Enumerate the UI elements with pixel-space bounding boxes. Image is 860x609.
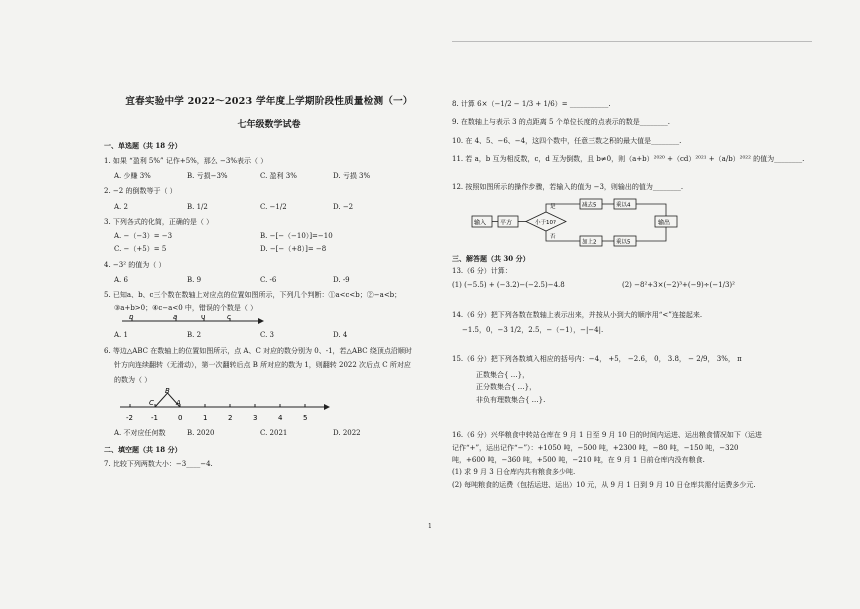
option: C. -6	[260, 276, 277, 285]
option: A. 2	[114, 202, 128, 211]
option: A. 不对应任何数	[114, 429, 166, 438]
tick-label: 4	[278, 414, 283, 423]
question-8: 8. 计算 6×（−1/2 − 1/3 + 1/6）= ___________.	[452, 100, 611, 108]
flow-decision-label: 小于10?	[535, 220, 556, 227]
option: D. −[−（+8）]= −8	[260, 245, 327, 254]
point-label-c: C	[149, 399, 154, 408]
option: B. 2	[187, 331, 202, 340]
section-heading-3: 三、解答题（共 30 分）	[452, 254, 530, 264]
scan-edge-line	[452, 41, 812, 42]
option: B. 1/2	[187, 202, 208, 211]
flow-times4-label: 乘以4	[616, 202, 631, 209]
question-6-line2: 针方向连续翻转（无滑动），第一次翻转后点 B 所对应的数为 1，则翻转 2022 次后点 C 所对应	[114, 361, 411, 370]
option: D. 2022	[333, 429, 361, 438]
flow-no-label: 否	[550, 234, 556, 241]
question-9: 9. 在数轴上与表示 3 的点距离 5 个单位长度的点表示的数是________.	[452, 118, 670, 127]
question-11: 11. 若 a，b 互为相反数，c，d 互为倒数，且 b≠0，则（a+b）²⁰²⁰ +（cd）²⁰²¹ +（a/b）²⁰²² 的值为________.	[452, 155, 805, 164]
option: D. 亏损 3%	[333, 171, 371, 180]
option: A. 6	[114, 276, 128, 285]
option: B. 9	[187, 276, 202, 285]
question-16-line2: 记作“+”，运出记作“−”）：+1050 吨，−500 吨，+2300 吨，−80 吨，−150 吨，−320	[452, 443, 739, 452]
flow-output-label: 输出	[658, 219, 671, 227]
option: A. −（−3）= −3	[114, 231, 173, 240]
q13-part-1: (1) (−5.5) + (−3.2)−(−2.5)−4.8	[452, 281, 565, 290]
tick-label: 3	[253, 414, 258, 423]
positive-fraction-set: 正分数集合{ …}，	[476, 383, 537, 392]
right-column	[452, 100, 804, 490]
option: C. 2021	[260, 429, 288, 438]
q6-options	[104, 429, 434, 438]
q14-numbers: −1.5，0，−3 1/2，2.5，−（−1），−|−4|.	[462, 325, 604, 334]
tick-label: 0	[178, 414, 183, 423]
tick-label: 2	[228, 414, 233, 423]
question-16-line3: 吨，+600 吨，−360 吨，+500 吨，−210 吨，在 9 月 1 日前仓库内没有粮食.	[452, 456, 705, 464]
tick-label: 5	[303, 414, 308, 423]
exam-subtitle: 七年级数学试卷	[237, 119, 301, 130]
option: B. −[−（−10）]=−10	[260, 231, 333, 240]
option: B. 亏损−3%	[187, 171, 228, 180]
flow-yes-label: 是	[550, 204, 556, 211]
q3-options-row2	[104, 245, 434, 254]
question-4: 4. −3² 的值为（ ）	[104, 260, 166, 269]
q4-options	[104, 276, 434, 285]
axis-label-b: b	[129, 315, 134, 322]
q13-parts	[452, 281, 804, 290]
axis-label-c: c	[227, 315, 231, 322]
flow-times5-label: 乘以5	[616, 239, 631, 246]
nonnegative-rational-set: 非负有理数集合{ …}.	[476, 395, 546, 404]
flow-minus5-label: 减去5	[582, 202, 597, 209]
point-label-a: A	[176, 399, 181, 408]
q12-flowchart	[470, 196, 700, 250]
axis-label-0: 0	[201, 315, 206, 322]
flow-square-label: 平方	[500, 219, 513, 227]
tick-label: -1	[151, 414, 158, 423]
question-5-line2: ③a+b>0；④c−a<0 中，错误的个数是（ ）	[114, 303, 258, 312]
q3-options-row1	[104, 232, 434, 241]
q13-part-2: (2) −8²+3×(−2)³+(−9)÷(−1/3)²	[622, 281, 735, 290]
question-1: 1. 如果 “盈利 5%” 记作+5%，那么 −3%表示（ ）	[104, 156, 268, 165]
option: B. 2020	[187, 429, 215, 438]
question-14: 14.（6 分）把下列各数在数轴上表示出来，并按从小到大的顺序用“<”连接起来.	[452, 310, 703, 319]
question-12: 12. 按照如图所示的操作步骤，若输入的值为 −3，则输出的值为________.	[452, 182, 684, 191]
question-16-line1: 16.（6 分）兴华粮食中转站仓库在 9 月 1 日至 9 月 10 日的时间内运进、运出粮食情况如下（运进	[452, 431, 762, 440]
tick-label: 1	[203, 414, 208, 423]
q16-part-1: (1) 求 9 月 3 日仓库内共有粮食多少吨.	[452, 468, 576, 477]
q2-options	[104, 203, 434, 212]
question-7: 7. 比较下列两数大小：−3____−4.	[104, 459, 213, 468]
q5-number-line	[118, 315, 268, 331]
q5-options	[104, 331, 434, 340]
question-5-line1: 5. 已知a、b、c三个数在数轴上对应点的位置如图所示，下列几个判断：①a<c<b；②−a<b；	[104, 291, 402, 300]
section-heading-1: 一、单选题（共 18 分）	[104, 141, 182, 151]
question-13: 13.（6 分）计算：	[452, 266, 512, 275]
option: C. −1/2	[260, 202, 287, 211]
section-heading-2: 二、填空题（共 18 分）	[104, 444, 182, 454]
flow-input-label: 输入	[474, 219, 487, 227]
option: A. 少赚 3%	[114, 171, 151, 180]
question-3: 3. 下列各式的化简，正确的是（ ）	[104, 218, 214, 227]
q16-part-2: (2) 每吨粮食的运费（包括运进、运出）10 元，从 9 月 1 日到 9 月 10 日仓库共需付运费多少元.	[452, 480, 756, 489]
tick-label: -2	[126, 414, 133, 423]
option: A. 1	[114, 331, 128, 340]
positive-set: 正数集合{ …}，	[476, 370, 530, 379]
question-10: 10. 在 4、5、−6、−4，这四个数中，任意三数之积的最大值是________.	[452, 136, 682, 145]
option: C. −（+5）= 5	[114, 245, 167, 254]
point-label-b: B	[165, 387, 170, 396]
exam-title: 宜春实验中学 2022～2023 学年度上学期阶段性质量检测（一）	[125, 96, 413, 107]
question-6-line3: 的数为（ ）	[114, 375, 152, 384]
option: C. 盈利 3%	[260, 171, 297, 180]
option: D. −2	[333, 202, 354, 211]
axis-label-a: a	[173, 315, 178, 322]
question-6-line1: 6. 等边△ABC 在数轴上的位置如图所示，点 A、C 对应的数分别为 0、-1，若△ABC 绕顶点沿顺时	[104, 346, 412, 355]
q6-triangle-number-line	[116, 387, 336, 427]
question-15: 15.（6 分）把下列各数填入相应的括号内：−4， +5， −2.6， 0， 3.8， − 2/9， 3%， π	[452, 355, 742, 364]
option: D. 4	[333, 331, 348, 340]
left-column	[104, 96, 434, 469]
option: D. -9	[333, 276, 350, 285]
question-2: 2. −2 的倒数等于（ ）	[104, 187, 177, 196]
option: C. 3	[260, 331, 275, 340]
flow-plus2-label: 加上2	[582, 239, 597, 246]
q1-options	[104, 172, 434, 181]
page-number: 1	[428, 523, 432, 530]
